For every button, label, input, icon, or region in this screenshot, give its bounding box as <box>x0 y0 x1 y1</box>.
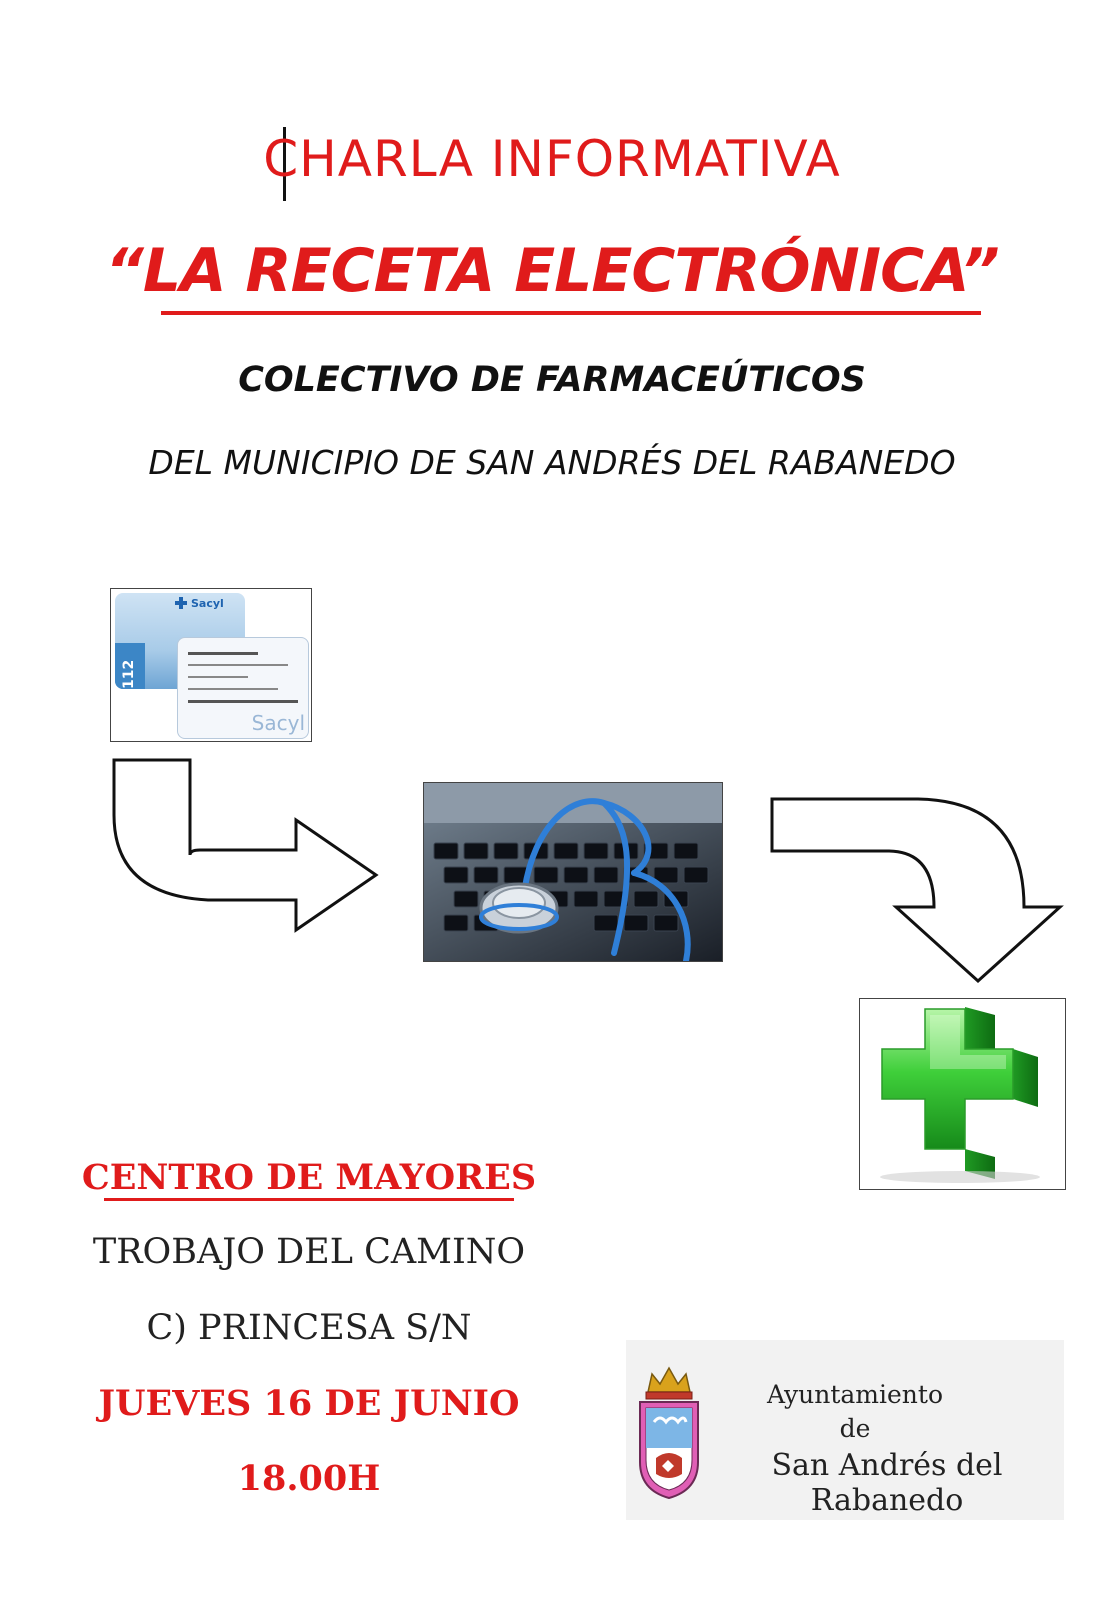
sacyl-cross-icon <box>175 597 187 609</box>
coat-of-arms-icon <box>634 1362 704 1502</box>
organizer-line3: San Andrés del Rabanedo <box>771 1448 1003 1518</box>
laptop-stethoscope-image <box>423 782 723 962</box>
card-number: 112 <box>121 659 137 689</box>
organizer-municipality: DEL MUNICIPIO DE SAN ANDRÉS DEL RABANEDO <box>148 443 956 482</box>
venue-street: C) PRINCESA S/N <box>146 1308 472 1348</box>
organizer-line1: Ayuntamiento <box>766 1380 943 1409</box>
pharmacy-cross-image <box>859 998 1066 1190</box>
pharmacy-cross-icon <box>860 999 1065 1189</box>
event-time: 18.00H <box>237 1458 381 1499</box>
event-date: JUEVES 16 DE JUNIO <box>98 1383 520 1424</box>
curved-arrow-right-icon <box>108 755 383 955</box>
event-title: “LA RECETA ELECTRÓNICA” <box>105 236 999 306</box>
card-brand: Sacyl <box>251 711 305 735</box>
stethoscope-icon <box>424 783 722 961</box>
organizer-group: COLECTIVO DE FARMACEÚTICOS <box>238 360 866 400</box>
venue-underline <box>104 1198 514 1201</box>
title-underline <box>161 311 981 315</box>
curved-arrow-down-icon <box>768 795 1068 985</box>
venue-place: TROBAJO DEL CAMINO <box>92 1232 526 1272</box>
event-type: CHARLA INFORMATIVA <box>263 130 841 188</box>
health-card-image <box>110 588 312 742</box>
organizer-line2: de <box>839 1414 871 1443</box>
venue-name: CENTRO DE MAYORES <box>81 1157 537 1198</box>
card-tag: Sacyl <box>191 597 224 610</box>
